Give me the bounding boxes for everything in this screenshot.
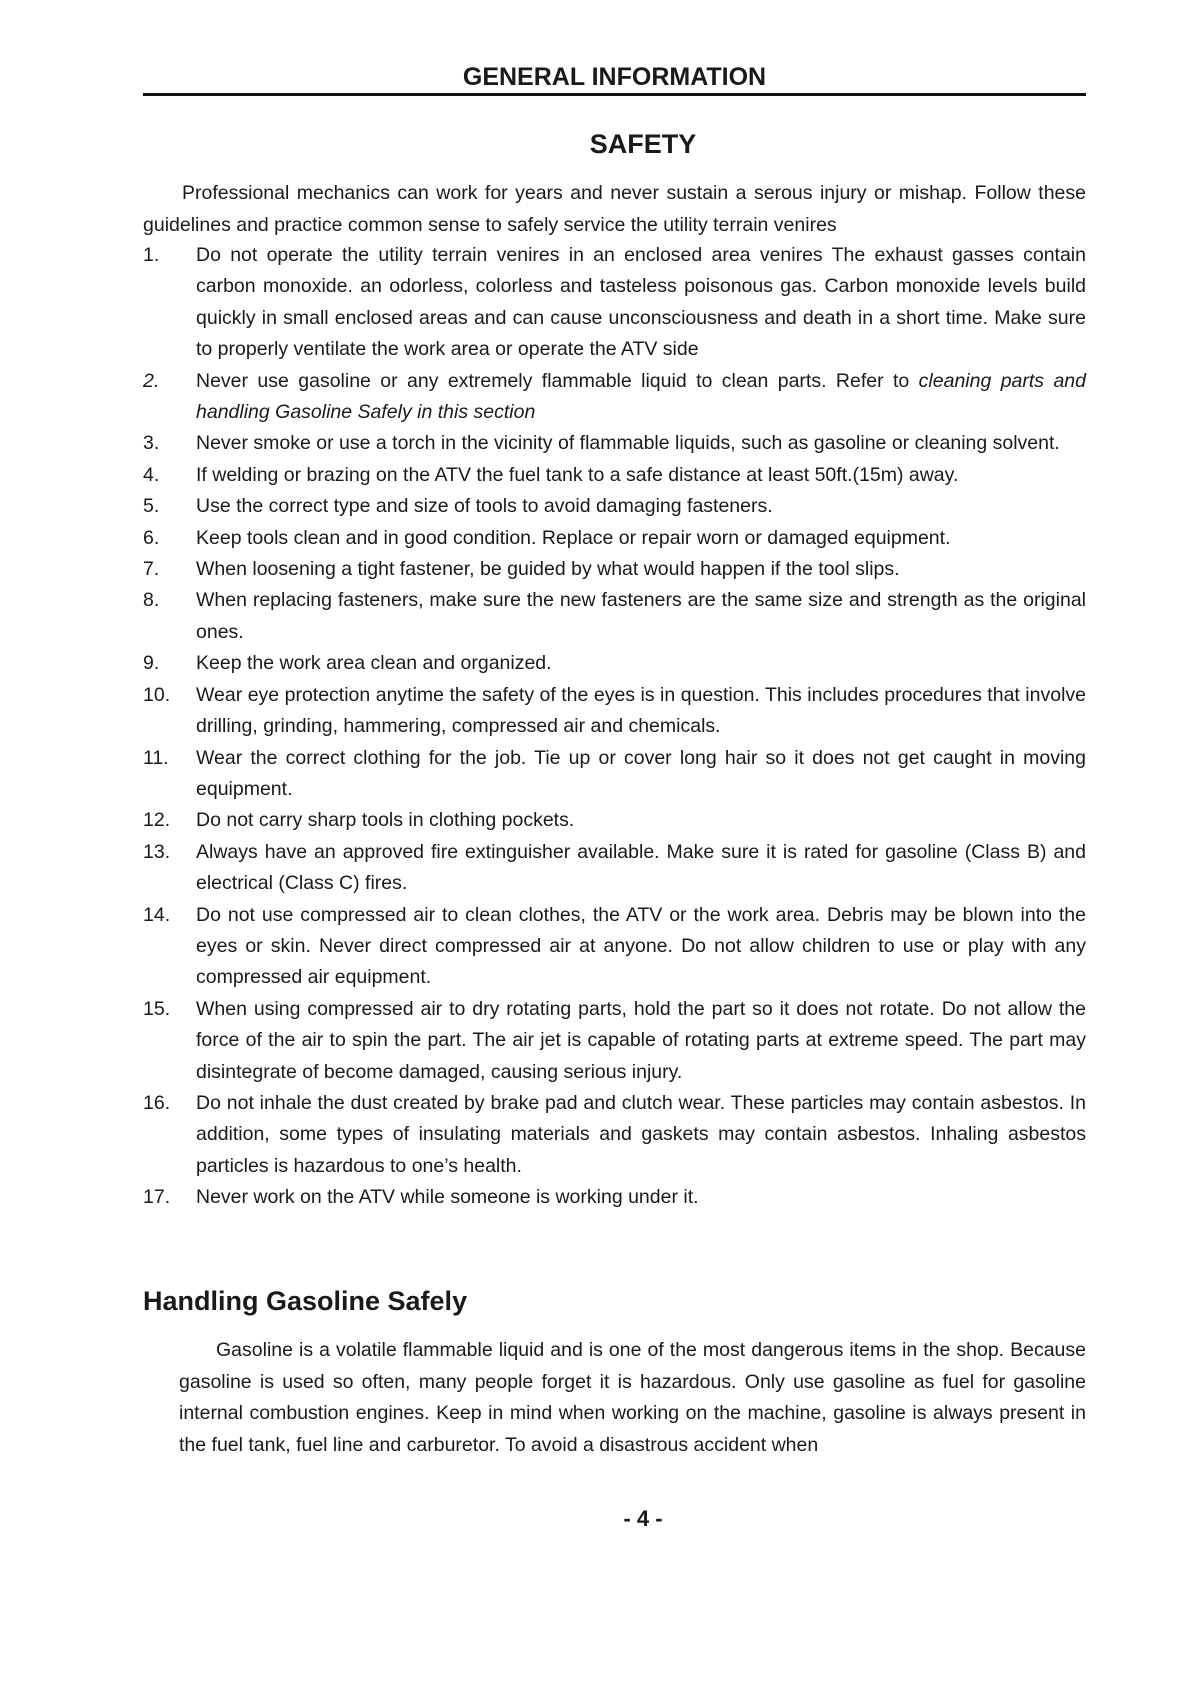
- list-item: [143, 366, 1086, 429]
- item-number: 13.: [143, 840, 171, 863]
- safety-list: [143, 240, 1086, 1214]
- list-item: [143, 240, 1086, 366]
- list-item: [143, 460, 1086, 491]
- list-item: [143, 1088, 1086, 1182]
- item-number: 15.: [143, 997, 171, 1020]
- item-text: Never work on the ATV while someone is working under it.: [196, 1186, 699, 1209]
- item-text: Do not operate the utility terrain venires in an enclosed area venires The exhaust gasses contain carbon monoxide. an odorless, colorless and tasteless poisonous gas. Carbon monoxide levels build quickly in small enclosed areas and can cause unconsciousness and death in a short time. Make sure to properly ventilate the work area or operate the ATV side: [196, 244, 1086, 361]
- item-number: 2.: [143, 369, 160, 392]
- list-item: [143, 837, 1086, 900]
- item-text: Never use gasoline or any extremely flammable liquid to clean parts. Refer to: [196, 369, 919, 392]
- intro-paragraph: Professional mechanics can work for years and never sustain a serous injury or mishap. Follow these guidelines and practice common sense to safely service the utility terrain venires: [143, 182, 1086, 236]
- item-text: Wear eye protection anytime the safety of the eyes is in question. This includes procedures that involve drilling, grinding, hammering, compressed air and chemicals.: [196, 683, 1086, 738]
- list-item: [143, 491, 1086, 522]
- item-number: 11.: [143, 746, 169, 769]
- list-item: [143, 585, 1086, 648]
- item-text: When using compressed air to dry rotating parts, hold the part so it does not rotate. Do not allow the force of the air to spin the part. The air jet is capable of rotating parts at extreme speed. The part may disintegrate of become damaged, causing serious injury.: [196, 997, 1086, 1083]
- list-item: [143, 900, 1086, 994]
- item-text: Keep tools clean and in good condition. Replace or repair worn or damaged equipment.: [196, 526, 951, 549]
- item-number: 17.: [143, 1186, 171, 1209]
- item-text: Use the correct type and size of tools to avoid damaging fasteners.: [196, 495, 773, 518]
- page-title: SAFETY: [589, 129, 697, 159]
- item-number: 9.: [143, 652, 160, 675]
- list-item: [143, 805, 1086, 836]
- item-text: When loosening a tight fastener, be guided by what would happen if the tool slips.: [196, 558, 900, 581]
- item-text: Do not use compressed air to clean clothes, the ATV or the work area. Debris may be blown into the eyes or skin. Never direct compressed air at anyone. Do not allow children to use or play with any compressed air equipment.: [196, 903, 1086, 989]
- header-rule: [143, 93, 1086, 96]
- item-number: 10.: [143, 683, 171, 706]
- item-number: 8.: [143, 589, 160, 612]
- item-number: 1.: [143, 244, 160, 266]
- item-text: When replacing fasteners, make sure the new fasteners are the same size and strength as the original ones.: [196, 589, 1086, 643]
- page-number: - 4 -: [623, 1506, 663, 1531]
- item-number: 5.: [143, 495, 160, 518]
- gasoline-paragraph: Gasoline is a volatile flammable liquid and is one of the most dangerous items in the shop. Because gasoline is used so often, many people forget it is hazardous. Only use gasoline as fuel for gasoline internal combustion engines. Keep in mind when working on the machine, gasoline is always present in the fuel tank, fuel line and carburetor. To avoid a disastrous accident when: [179, 1339, 1086, 1456]
- list-item: [143, 428, 1086, 459]
- list-item: [143, 680, 1086, 743]
- item-number: 12.: [143, 809, 171, 832]
- section-heading: Handling Gasoline Safely: [143, 1286, 468, 1316]
- item-text: Keep the work area clean and organized.: [196, 652, 552, 675]
- item-text: If welding or brazing on the ATV the fuel tank to a safe distance at least 50ft.(15m) away.: [196, 463, 959, 486]
- item-number: 4.: [143, 463, 160, 486]
- cross-reference: cleaning parts and handling Gasoline Safely in this section: [196, 369, 1086, 424]
- list-item: [143, 523, 1086, 554]
- list-item: [143, 743, 1086, 806]
- item-text: Always have an approved fire extinguisher available. Make sure it is rated for gasoline (Class B) and electrical (Class C) fires.: [196, 840, 1086, 895]
- item-number: 3.: [143, 432, 160, 455]
- list-item: [143, 1182, 1086, 1213]
- item-text: Wear the correct clothing for the job. Tie up or cover long hair so it does not get caught in moving equipment.: [196, 746, 1086, 800]
- list-item: [143, 554, 1086, 585]
- item-number: 7.: [143, 558, 160, 581]
- running-header: GENERAL INFORMATION: [462, 63, 767, 91]
- item-number: 14.: [143, 903, 171, 926]
- item-number: 6.: [143, 526, 160, 549]
- list-item: [143, 648, 1086, 679]
- item-text: Do not carry sharp tools in clothing pockets.: [196, 809, 575, 832]
- item-number: 16.: [143, 1091, 171, 1114]
- item-text: Do not inhale the dust created by brake pad and clutch wear. These particles may contain asbestos. In addition, some types of insulating materials and gaskets may contain asbestos. Inhaling asbestos particles is hazardous to one’s health.: [196, 1091, 1086, 1177]
- list-item: [143, 994, 1086, 1088]
- item-text: Never smoke or use a torch in the vicinity of flammable liquids, such as gasoline or cleaning solvent.: [196, 432, 1060, 455]
